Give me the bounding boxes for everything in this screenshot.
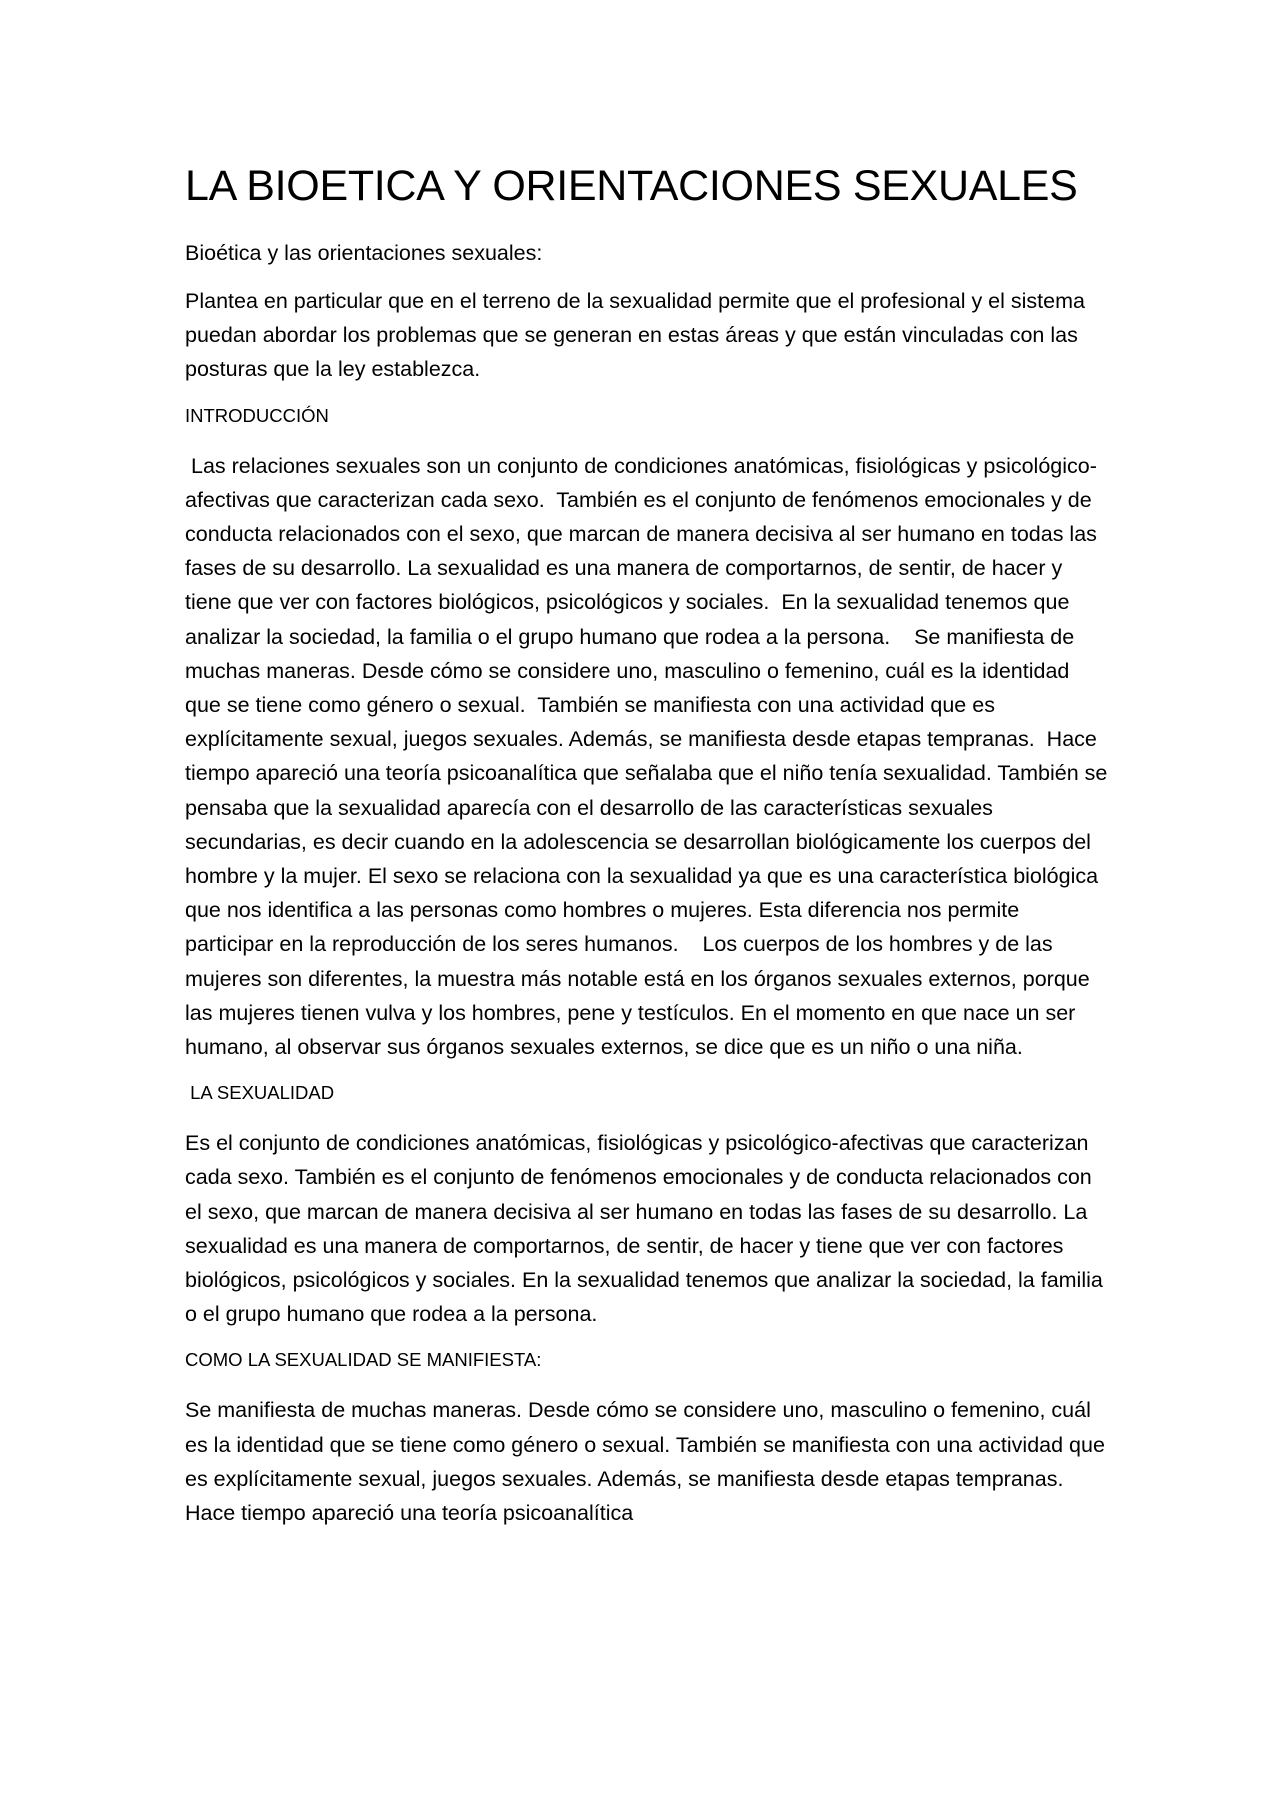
section-heading-introduccion: INTRODUCCIÓN [185,404,329,426]
intro-paragraph: Plantea en particular que en el terreno de la sexualidad permite que el profesional y el sistema puedan abordar los problemas que se generan en estas áreas y que están vinculadas con las posturas que la ley establezca. [185,289,1085,382]
section-body-manifiesta: Se manifiesta de muchas maneras. Desde cómo se considere uno, masculino o femenino, cuál es la identidad que se tiene como género o sexual. También se manifiesta con una actividad que es explícitamente sexual, juegos sexuales. Además, se manifiesta desde etapas tempranas. Hace tiempo apareció una teoría psicoanalítica [185,1398,1111,1526]
section-body-sexualidad: Es el conjunto de condiciones anatómicas, fisiológicas y psicológico-afectivas que caracterizan cada sexo. También es el conjunto de fenómenos emocionales y de conducta relacionados con el sexo, que marcan de manera decisiva al ser humano en todas las fases de su desarrollo. La sexualidad es una manera de comportarnos, de sentir, de hacer y tiene que ver con factores biológicos, psicológicos y sociales. En la sexualidad tenemos que analizar la sociedad, la familia o el grupo humano que rodea a la persona. [185,1131,1103,1327]
section-heading-sexualidad: LA SEXUALIDAD [185,1082,335,1104]
section-heading-manifiesta: COMO LA SEXUALIDAD SE MANIFIESTA: [185,1349,542,1371]
document-page [185,160,1114,1544]
section-body-introduccion: Las relaciones sexuales son un conjunto de condiciones anatómicas, fisiológicas y psicológico-afectivas que caracterizan cada sexo. También es el conjunto de fenómenos emocionales y de conducta relacionados con el sexo, que marcan de manera decisiva al ser humano en todas las fases de su desarrollo. La sexualidad es una manera de comportarnos, de sentir, de hacer y tiene que ver con factores biológicos, psicológicos y sociales. En la sexualidad tenemos que analizar la sociedad, la familia o el grupo humano que rodea a la persona. Se manifiesta de muchas maneras. Desde cómo se considere uno, masculino o femenino, cuál es la identidad que se tiene como género o sexual. También se manifiesta con una actividad que es explícitamente sexual, juegos sexuales. Además, se manifiesta desde etapas tempranas. Hace tiempo apareció una teoría psicoanalítica que señalaba que el niño tenía sexualidad. También se pensaba que la sexualidad aparecía con el desarrollo de las características sexuales secundarias, es decir cuando en la adolescencia se desarrollan biológicamente los cuerpos del hombre y la mujer. El sexo se relaciona con la sexualidad ya que es una característica biológica que nos identifica a las personas como hombres o mujeres. Esta diferencia nos permite participar en la reproducción de los seres humanos. Los cuerpos de los hombres y de las mujeres son diferentes, la muestra más notable está en los órganos sexuales externos, porque las mujeres tienen vulva y los hombres, pene y testículos. En el momento en que nace un ser humano, al observar sus órganos sexuales externos, se dice que es un niño o una niña. [185,453,1114,1060]
document-subtitle: Bioética y las orientaciones sexuales: [185,241,543,265]
document-title: LA BIOETICA Y ORIENTACIONES SEXUALES [185,162,1078,210]
